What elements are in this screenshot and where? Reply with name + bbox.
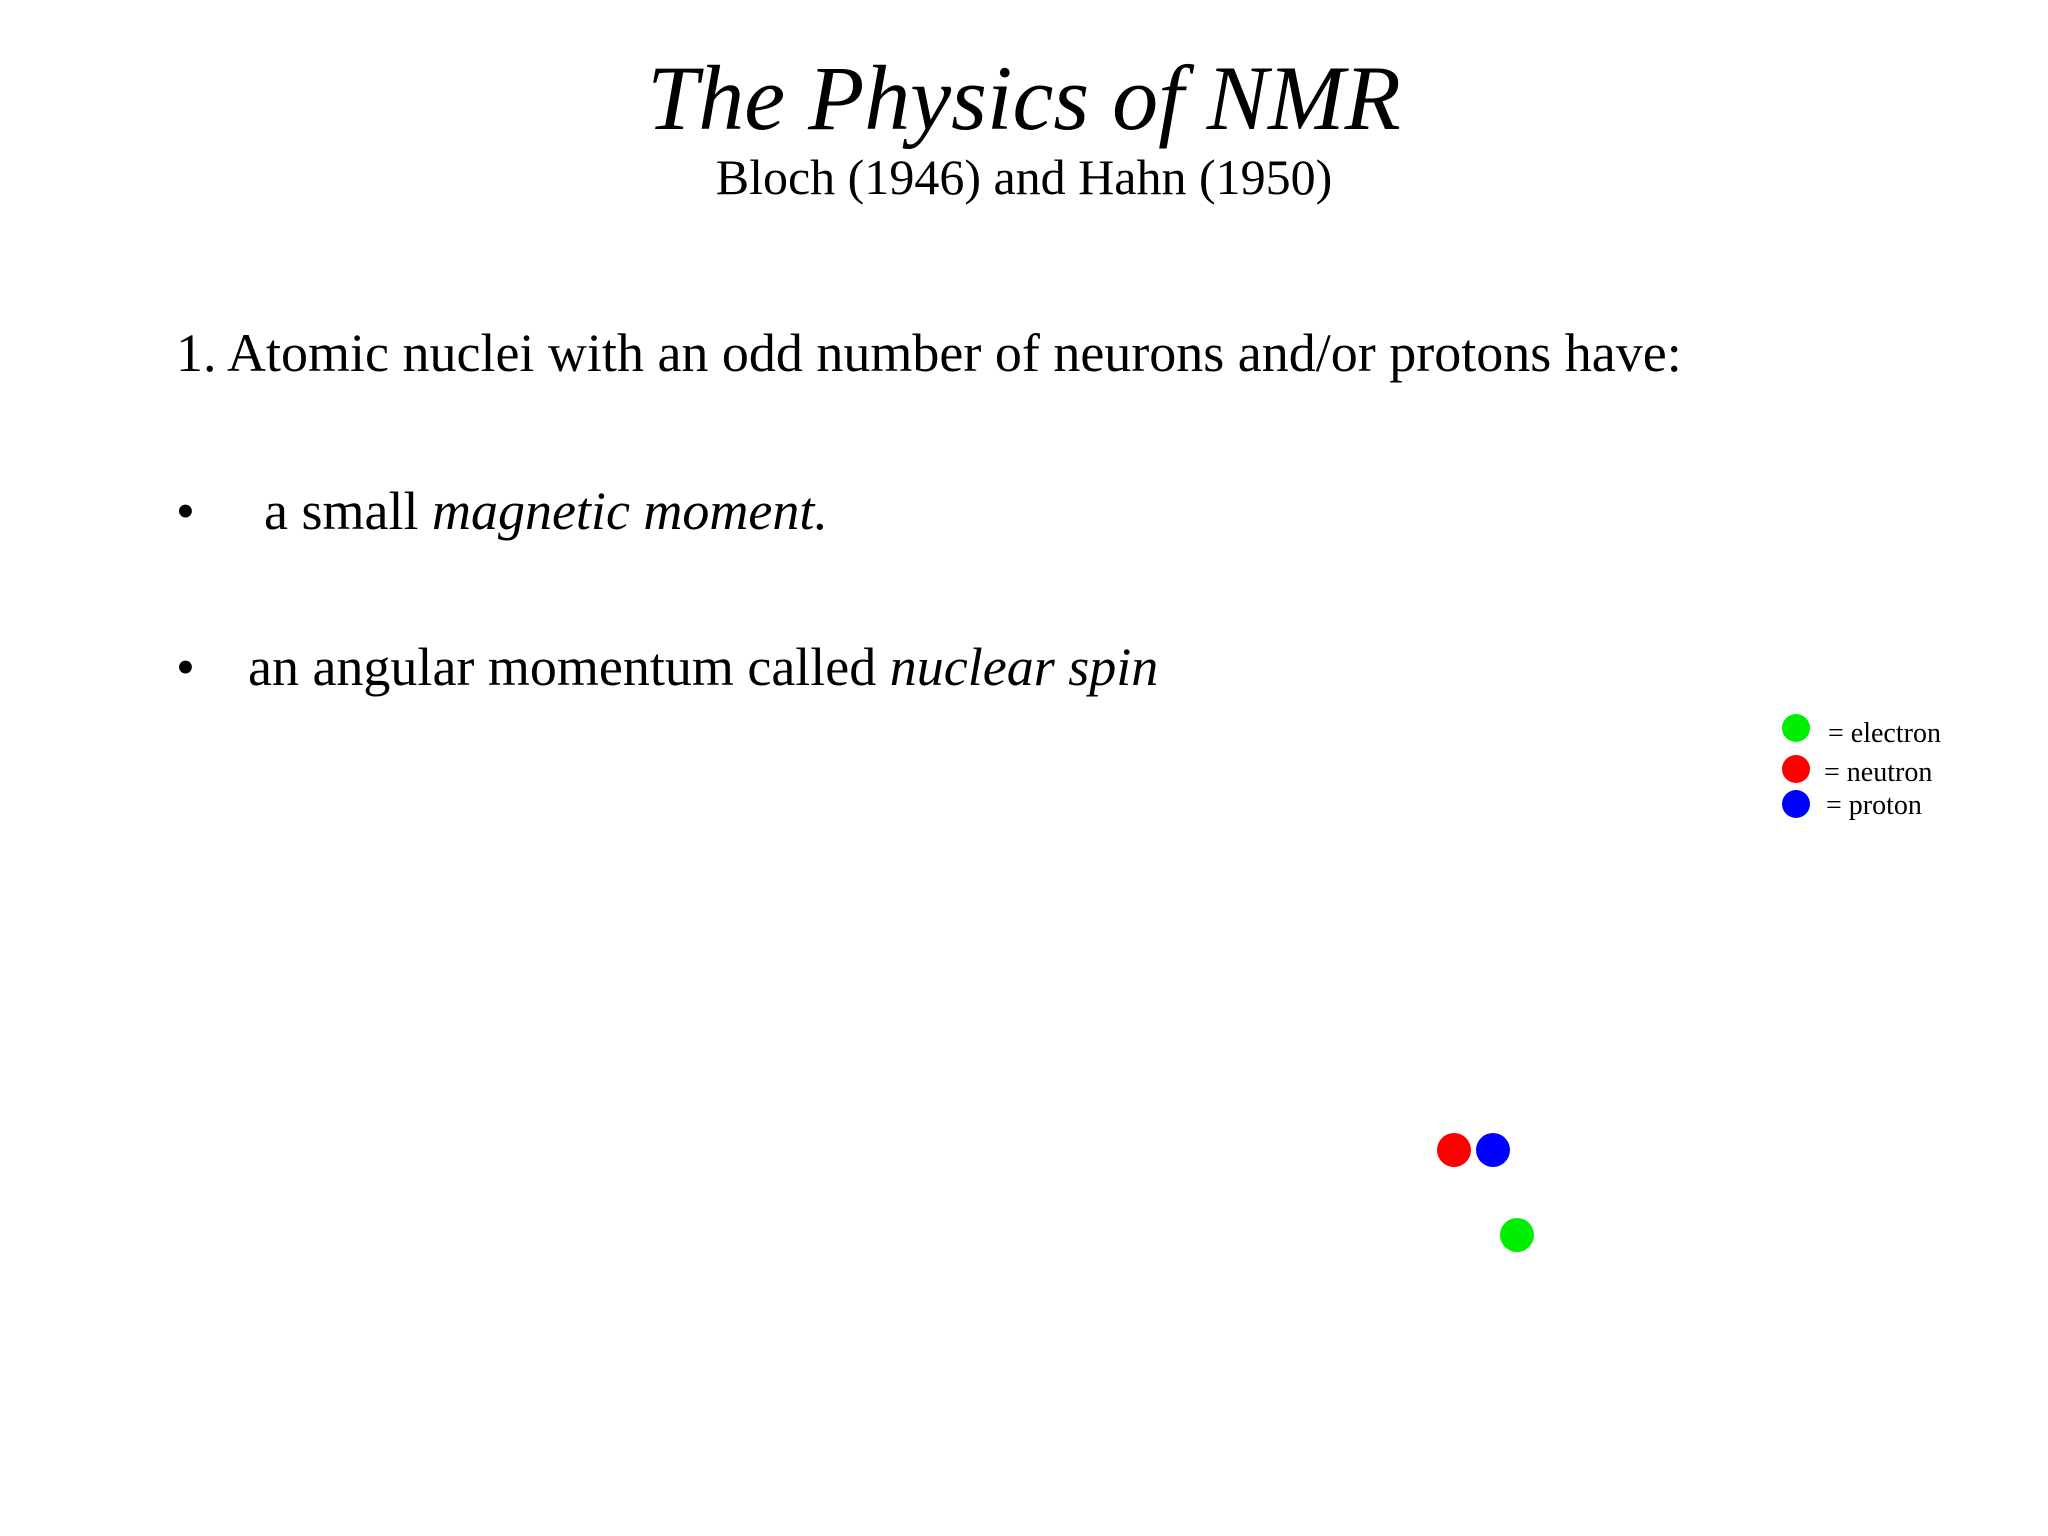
electron-swatch-icon bbox=[1782, 714, 1810, 742]
legend-label-proton: = proton bbox=[1826, 790, 1922, 821]
bullet-icon: • bbox=[176, 637, 195, 697]
proton-swatch-icon bbox=[1782, 790, 1810, 818]
bullet-text bbox=[264, 481, 828, 541]
legend-label-neutron: = neutron bbox=[1824, 757, 1933, 788]
point-1-text: 1. Atomic nuclei with an odd number of neurons and/or protons have: bbox=[176, 323, 1682, 383]
electron-particle-icon bbox=[1500, 1218, 1534, 1252]
proton-particle-icon bbox=[1476, 1133, 1510, 1167]
bullet-text-plain: a small bbox=[264, 481, 432, 541]
bullet-icon: • bbox=[176, 481, 195, 541]
bullet-text-emphasis: nuclear spin bbox=[889, 637, 1159, 697]
neutron-swatch-icon bbox=[1782, 755, 1810, 783]
bullet-text-plain: an angular momentum called bbox=[248, 637, 890, 697]
bullet-nuclear-spin bbox=[176, 637, 1159, 697]
bullet-magnetic-moment bbox=[176, 481, 828, 541]
neutron-particle-icon bbox=[1437, 1133, 1471, 1167]
bullet-text-emphasis: magnetic moment. bbox=[431, 481, 828, 541]
slide-title: The Physics of NMR bbox=[647, 47, 1401, 149]
slide-subtitle: Bloch (1946) and Hahn (1950) bbox=[715, 149, 1333, 205]
bullet-text bbox=[248, 637, 1158, 697]
legend-label-electron: = electron bbox=[1828, 718, 1941, 749]
